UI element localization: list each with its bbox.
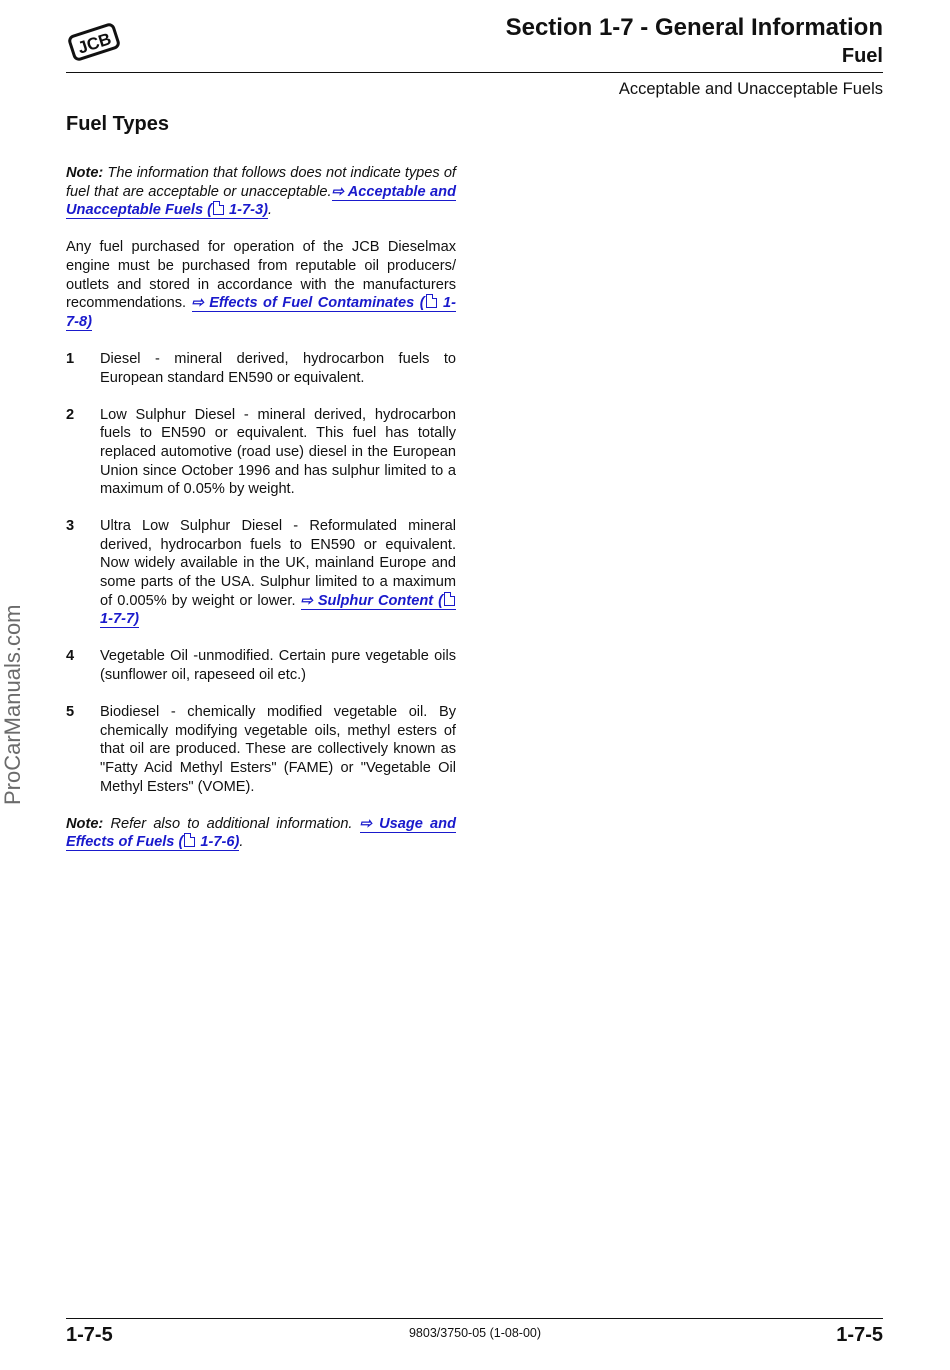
jcb-logo-icon [66,18,122,66]
topic-title: Acceptable and Unacceptable Fuels [618,80,883,98]
page-ref-icon [213,201,224,215]
section-title: Section 1-7 - General Information [505,14,883,41]
note-text: The information that follows does not indicate types of fuel that are acceptable or unacceptable. [66,165,456,200]
note-text: Refer also to additional information. [103,815,360,832]
item-number: 4 [66,648,75,665]
list-item [66,406,456,499]
item-number: 5 [66,704,75,721]
subsection-title: Fuel [841,45,883,67]
item-text-container [100,517,456,629]
list-item [66,350,456,387]
item-number: 3 [66,518,75,535]
link-acceptable-fuels[interactable]: ⇨ Acceptable and Unacceptable Fuels ( 1-7-3) [66,183,456,219]
note-label: Note: [66,815,104,832]
arrow-icon: ⇨ [300,592,318,609]
list-item [66,517,456,629]
intro-paragraph [66,238,456,331]
item-text: Diesel - mineral derived, hydrocarbon fuels to European standard EN590 or equivalent. [100,350,456,386]
page-ref-icon [444,592,455,606]
link-fuel-contaminates[interactable]: ⇨ Effects of Fuel Contaminates ( 1-7-8) [66,295,456,330]
item-text: Ultra Low Sulphur Diesel - Reformulated mineral derived, hydrocarbon fuels to EN590 or equivalent. Now widely available in the UK, mainland Europe and some parts of the USA. Sulphur limited to a maximum of 0.005% by weight or lower. [100,518,456,609]
note-paragraph: Note: The information that follows does not indicate types of fuel that are acceptable or unacceptable.⇨ Acceptable and Unacceptable Fuels ( 1-7-3). [66,165,456,219]
item-text: Vegetable Oil -unmodified. Certain pure vegetable oils (sunflower oil, rapeseed oil etc.) [100,648,456,684]
item-number: 2 [66,406,75,423]
arrow-icon: ⇨ [359,815,380,832]
item-text: Biodiesel - chemically modified vegetable oil. By chemically modifying vegetable oils, methyl esters of that oil are produced. These are collectively known as "Fatty Acid Methyl Esters" (FAME) or "Vegetable Oil Methyl Esters" (VOME). [100,704,456,795]
note-paragraph: Note: Refer also to additional information. ⇨ Usage and Effects of Fuels ( 1-7-6). [66,815,456,851]
link-sulphur-content[interactable]: ⇨ Sulphur Content ( 1-7-7) [100,593,456,629]
page-ref-icon [426,294,437,308]
note-label: Note: [66,165,104,181]
link-usage-effects-fuels[interactable]: ⇨ Usage and Effects of Fuels ( 1-7-6) [66,815,456,851]
arrow-icon: ⇨ [191,295,210,312]
arrow-icon: ⇨ [331,183,348,200]
main-content [66,112,456,871]
item-number: 1 [66,350,75,367]
list-item [66,647,456,684]
watermark: ProCarManuals.com [0,604,25,805]
document-reference: 9803/3750-05 (1-08-00) [408,1326,542,1340]
list-item [66,703,456,796]
page-ref-icon [184,833,195,847]
item-text: Low Sulphur Diesel - mineral derived, hydrocarbon fuels to EN590 or equivalent. This fuel has totally replaced automotive (road use) diesel in the European Union since October 1996 and has sulphur limited to a maximum of 0.05% by weight. [100,406,456,498]
header-rule [66,72,883,73]
page-number-right: 1-7-5 [836,1324,883,1346]
svg-text:JCB: JCB [75,29,114,58]
footer-rule [66,1318,883,1319]
page-number-left: 1-7-5 [66,1324,113,1346]
page-heading: Fuel Types [66,113,169,135]
intro-text: Any fuel purchased for operation of the JCB Dieselmax engine must be purchased from reputable oil producers/ outlets and stored in accordance with the manufacturers recommendations. [66,239,456,312]
